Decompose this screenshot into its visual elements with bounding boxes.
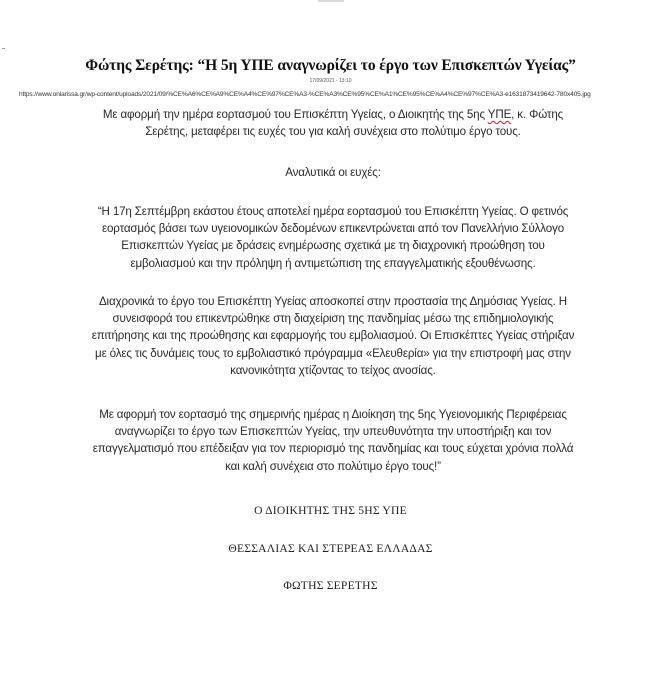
para2-line: συνεισφορά του επικεντρώθηκε στη διαχείριση της πανδημίας μέσω της επιδημιολογικής xyxy=(112,312,554,326)
intro-paragraph xyxy=(60,106,606,140)
para2-line: Διαχρονικά το έργο του Επισκέπτη Υγείας αποσκοπεί στην προστασία της Δημόσιας Υγείας. Η xyxy=(98,295,568,308)
intro-line-1-start: Με αφορμή την ημέρα εορτασμού του Επισκέπτη Υγείας, ο Διοικητής της 5ης xyxy=(102,108,488,121)
para3-line: επαγγελματισμό που επέδειξαν για τον περιορισμό της πανδημίας και τους εύχεται χρόνια πολλά xyxy=(92,442,574,456)
signature-line-1: Ο ΔΙΟΙΚΗΤΗΣ ΤΗΣ 5ΗΣ ΥΠΕ xyxy=(254,504,407,517)
page-top-mark xyxy=(318,0,344,2)
para3-line: αναγνωρίζει το έργο των Επισκεπτών Υγείας, την υπευθυνότητα την υποστήριξη και τον xyxy=(114,425,552,439)
intro-line-1-end: , κ. Φώτης xyxy=(511,108,564,121)
intro-line-2: Σερέτης, μεταφέρει τις ευχές του για καλή συνέχεια στο πολύτιμο έργο τους. xyxy=(145,125,521,139)
para3-line: Με αφορμή τον εορτασμό της σημερινής ημέρας η Διοίκηση της 5ης Υγειονομικής Περιφέρειας xyxy=(99,408,567,421)
signature-line-2: ΘΕΣΣΑΛΙΑΣ ΚΑΙ ΣΤΕΡΕΑΣ ΕΛΛΑΔΑΣ xyxy=(228,542,433,555)
para1-line: εμβολιασμού και την πρόληψη ή αντιμετώπιση της επαγγελματικής εξουθένωσης. xyxy=(130,256,536,270)
quote-paragraph-3 xyxy=(60,406,606,475)
article-date: 17/09/2021 - 13:10 xyxy=(309,78,352,84)
para2-line: με όλες τις δυνάμεις τους το εμβολιαστικό πρόγραμμα «Ελευθερία» για την επιστροφή μας στην xyxy=(95,346,571,360)
intro-line-1 xyxy=(60,106,606,123)
para2-line: κανονικότητα χτίζοντας το τείχος ανοσίας. xyxy=(230,363,436,377)
para2-line: επιτήρησης και της προώθησης και εφαρμογής του εμβολιασμού. Οι Επισκέπτες Υγείας στήριξαν xyxy=(91,329,575,343)
analytika-heading xyxy=(60,164,606,181)
image-url[interactable]: https://www.onlarissa.gr/wp-content/uploads/2021/09/%CE%A6%CE%A9%CE%A4%CE%97%CE%A3-%CE%A3%CE%95%CE%A1%CE%95%CE%A4%CE%97%CE%A3-e1631873419642-780x405.jpg xyxy=(19,91,591,98)
quote-paragraph-2 xyxy=(60,293,606,379)
para1-line: Επισκεπτών Υγείας με δράσεις ενημέρωσης σχετικά με τη διαχρονική προώθηση του xyxy=(121,239,545,253)
signature-line-3: ΦΩΤΗΣ ΣΕΡΕΤΗΣ xyxy=(283,579,378,592)
quote-paragraph-1 xyxy=(60,203,606,272)
para1-line: “Η 17η Σεπτέμβρη εκάστου έτους αποτελεί ημέρα εορτασμού του Επισκέπτη Υγείας. Ο φετινός xyxy=(97,205,569,218)
margin-mark xyxy=(2,48,5,49)
para3-line: και καλή συνέχεια στο πολύτιμο έργο τους!” xyxy=(225,459,441,473)
article-title: Φώτης Σερέτης: “Η 5η ΥΠΕ αναγνωρίζει το έργο των Επισκεπτών Υγείας” xyxy=(85,57,576,74)
spellcheck-underlined-word: ΥΠΕ xyxy=(487,108,512,121)
para1-line: εορτασμός βάσει των υγειονομικών δεδομένων επικεντρώνεται από τον Πανελλήνιο Σύλλογο xyxy=(101,222,565,236)
analytika-text: Αναλυτικά οι ευχές: xyxy=(285,166,381,179)
